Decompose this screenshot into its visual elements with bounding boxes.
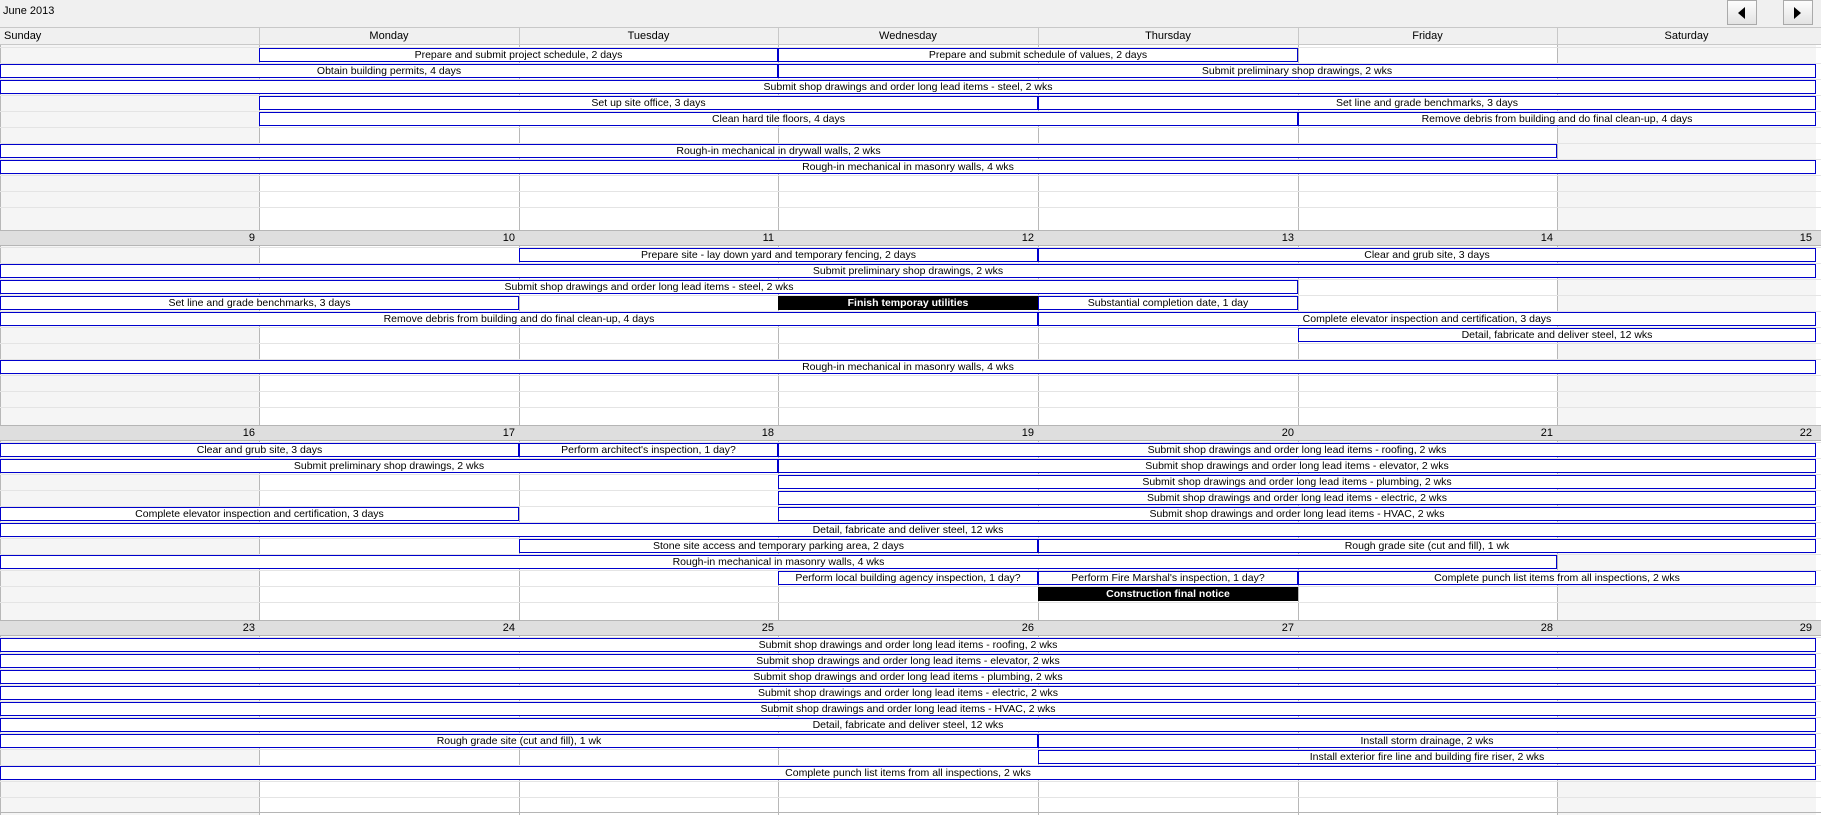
row-gridline <box>0 391 1821 392</box>
day-name-friday: Friday <box>1412 30 1443 42</box>
date-number[interactable]: 20 <box>1281 427 1294 439</box>
task-event-bar[interactable]: Rough-in mechanical in masonry walls, 4 wks <box>0 360 1816 374</box>
date-number[interactable]: 27 <box>1281 622 1294 634</box>
date-number[interactable]: 14 <box>1540 232 1553 244</box>
week-row <box>0 230 1821 425</box>
task-event-bar[interactable]: Complete elevator inspection and certification, 3 days <box>0 507 519 521</box>
day-divider <box>259 28 260 46</box>
task-event-bar[interactable]: Submit shop drawings and order long lead items - HVAC, 2 wks <box>0 702 1816 716</box>
task-event-bar[interactable]: Prepare and submit project schedule, 2 days <box>259 48 778 62</box>
date-number[interactable]: 23 <box>242 622 255 634</box>
task-event-bar[interactable]: Substantial completion date, 1 day <box>1038 296 1298 310</box>
day-names-header <box>0 27 1821 45</box>
row-gridline <box>0 207 1821 208</box>
row-gridline <box>0 407 1821 408</box>
row-gridline <box>0 797 1821 798</box>
day-divider <box>1557 28 1558 46</box>
task-event-bar[interactable]: Clear and grub site, 3 days <box>0 443 519 457</box>
day-name-wednesday: Wednesday <box>879 30 937 42</box>
milestone-event-bar[interactable]: Construction final notice <box>1038 587 1298 601</box>
month-grid <box>0 45 1821 818</box>
day-name-sunday: Sunday <box>4 30 42 42</box>
date-bar <box>0 620 1821 636</box>
task-event-bar[interactable]: Set up site office, 3 days <box>259 96 1038 110</box>
date-number[interactable]: 18 <box>761 427 774 439</box>
date-number[interactable]: 19 <box>1021 427 1034 439</box>
date-number[interactable]: 28 <box>1540 622 1553 634</box>
date-number[interactable]: 16 <box>242 427 255 439</box>
task-event-bar[interactable]: Submit shop drawings and order long lead items - plumbing, 2 wks <box>0 670 1816 684</box>
date-number[interactable]: 29 <box>1799 622 1812 634</box>
day-name-tuesday: Tuesday <box>627 30 670 42</box>
date-number[interactable]: 24 <box>502 622 515 634</box>
task-event-bar[interactable]: Prepare site - lay down yard and temporary fencing, 2 days <box>519 248 1038 262</box>
task-event-bar[interactable]: Submit shop drawings and order long lead items - elevator, 2 wks <box>0 654 1816 668</box>
task-event-bar[interactable]: Submit shop drawings and order long lead items - steel, 2 wks <box>0 280 1298 294</box>
task-event-bar[interactable]: Submit shop drawings and order long lead items - elevator, 2 wks <box>778 459 1816 473</box>
day-divider <box>778 28 779 46</box>
row-gridline <box>0 375 1821 376</box>
day-name-monday: Monday <box>369 30 409 42</box>
task-event-bar[interactable]: Submit shop drawings and order long lead items - electric, 2 wks <box>778 491 1816 505</box>
task-event-bar[interactable]: Clear and grub site, 3 days <box>1038 248 1816 262</box>
day-divider <box>1298 28 1299 46</box>
triangle-right-icon <box>1794 7 1801 19</box>
row-gridline <box>0 175 1821 176</box>
task-event-bar[interactable]: Rough grade site (cut and fill), 1 wk <box>1038 539 1816 553</box>
day-name-saturday: Saturday <box>1664 30 1709 42</box>
date-number[interactable]: 22 <box>1799 427 1812 439</box>
day-divider <box>519 28 520 46</box>
task-event-bar[interactable]: Rough-in mechanical in masonry walls, 4 wks <box>0 555 1557 569</box>
date-number[interactable]: 13 <box>1281 232 1294 244</box>
date-number[interactable]: 21 <box>1540 427 1553 439</box>
task-event-bar[interactable]: Set line and grade benchmarks, 3 days <box>0 296 519 310</box>
task-event-bar[interactable]: Perform local building agency inspection, 1 day? <box>778 571 1038 585</box>
date-number[interactable]: 15 <box>1799 232 1812 244</box>
task-event-bar[interactable]: Complete punch list items from all inspections, 2 wks <box>1298 571 1816 585</box>
task-event-bar[interactable]: Complete elevator inspection and certification, 3 days <box>1038 312 1816 326</box>
task-event-bar[interactable]: Complete punch list items from all inspections, 2 wks <box>0 766 1816 780</box>
row-gridline <box>0 127 1821 128</box>
task-event-bar[interactable]: Stone site access and temporary parking area, 2 days <box>519 539 1038 553</box>
task-event-bar[interactable]: Obtain building permits, 4 days <box>0 64 778 78</box>
calendar-toolbar <box>0 0 1821 27</box>
task-event-bar[interactable]: Submit preliminary shop drawings, 2 wks <box>0 459 778 473</box>
date-number[interactable]: 25 <box>761 622 774 634</box>
task-event-bar[interactable]: Prepare and submit schedule of values, 2 days <box>778 48 1298 62</box>
task-event-bar[interactable]: Detail, fabricate and deliver steel, 12 wks <box>0 523 1816 537</box>
task-event-bar[interactable]: Submit shop drawings and order long lead items - steel, 2 wks <box>0 80 1816 94</box>
task-event-bar[interactable]: Perform Fire Marshal's inspection, 1 day? <box>1038 571 1298 585</box>
task-event-bar[interactable]: Set line and grade benchmarks, 3 days <box>1038 96 1816 110</box>
task-event-bar[interactable]: Submit preliminary shop drawings, 2 wks <box>0 264 1816 278</box>
task-event-bar[interactable]: Submit preliminary shop drawings, 2 wks <box>778 64 1816 78</box>
date-number[interactable]: 11 <box>762 232 774 244</box>
week-row <box>0 425 1821 620</box>
row-gridline <box>0 586 1821 587</box>
task-event-bar[interactable]: Rough-in mechanical in drywall walls, 2 wks <box>0 144 1557 158</box>
task-event-bar[interactable]: Remove debris from building and do final clean-up, 4 days <box>0 312 1038 326</box>
task-event-bar[interactable]: Submit shop drawings and order long lead items - electric, 2 wks <box>0 686 1816 700</box>
task-event-bar[interactable]: Install exterior fire line and building fire riser, 2 wks <box>1038 750 1816 764</box>
milestone-event-bar[interactable]: Finish temporay utilities <box>778 296 1038 310</box>
month-title: June 2013 <box>3 5 55 17</box>
week-row <box>0 45 1821 230</box>
row-gridline <box>0 343 1821 344</box>
task-event-bar[interactable]: Rough grade site (cut and fill), 1 wk <box>0 734 1038 748</box>
previous-month-button[interactable] <box>1727 0 1757 25</box>
task-event-bar[interactable]: Clean hard tile floors, 4 days <box>259 112 1298 126</box>
next-month-button[interactable] <box>1783 0 1813 25</box>
row-gridline <box>0 602 1821 603</box>
task-event-bar[interactable]: Submit shop drawings and order long lead items - roofing, 2 wks <box>0 638 1816 652</box>
row-gridline <box>0 781 1821 782</box>
date-number[interactable]: 26 <box>1021 622 1034 634</box>
date-bar <box>0 425 1821 441</box>
task-event-bar[interactable]: Detail, fabricate and deliver steel, 12 wks <box>1298 328 1816 342</box>
date-number[interactable]: 12 <box>1021 232 1034 244</box>
task-event-bar[interactable]: Rough-in mechanical in masonry walls, 4 wks <box>0 160 1816 174</box>
task-event-bar[interactable]: Remove debris from building and do final clean-up, 4 days <box>1298 112 1816 126</box>
day-name-thursday: Thursday <box>1145 30 1191 42</box>
task-event-bar[interactable]: Submit shop drawings and order long lead items - plumbing, 2 wks <box>778 475 1816 489</box>
task-event-bar[interactable]: Submit shop drawings and order long lead items - HVAC, 2 wks <box>778 507 1816 521</box>
date-number[interactable]: 10 <box>502 232 515 244</box>
week-row <box>0 620 1821 815</box>
date-number[interactable]: 17 <box>502 427 515 439</box>
task-event-bar[interactable]: Submit shop drawings and order long lead items - roofing, 2 wks <box>778 443 1816 457</box>
grid-bottom-border <box>0 812 1821 813</box>
task-event-bar[interactable]: Detail, fabricate and deliver steel, 12 wks <box>0 718 1816 732</box>
task-event-bar[interactable]: Install storm drainage, 2 wks <box>1038 734 1816 748</box>
triangle-left-icon <box>1738 7 1745 19</box>
date-bar <box>0 230 1821 246</box>
task-event-bar[interactable]: Perform architect's inspection, 1 day? <box>519 443 778 457</box>
row-gridline <box>0 191 1821 192</box>
day-divider <box>1038 28 1039 46</box>
date-number[interactable]: 9 <box>248 232 255 244</box>
